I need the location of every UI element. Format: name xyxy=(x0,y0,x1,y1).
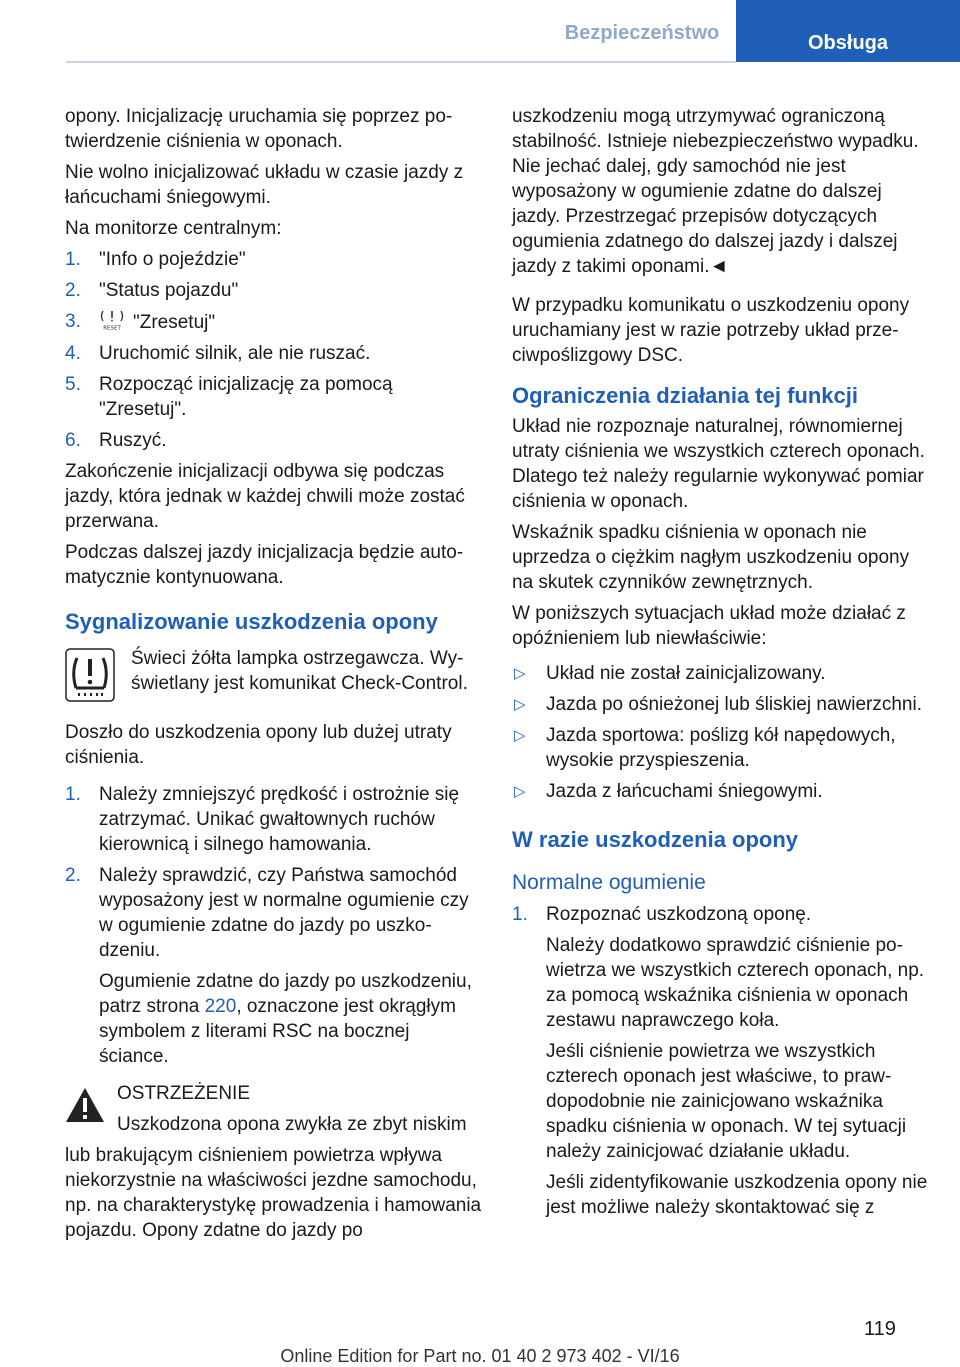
list-item xyxy=(65,782,483,857)
step-text: Należy zmniejszyć prędkość i ostrożnie się zatrzymać. Unikać gwałtownych ruchów kierownicą i silnego hamowania. xyxy=(99,784,460,855)
bullet-text: Jazda po ośnieżonej lub śliskiej nawierzchni. xyxy=(546,694,922,715)
step-text: "Status pojazdu" xyxy=(99,280,239,301)
tpms-reset-icon xyxy=(99,309,125,331)
damage-steps-list xyxy=(65,782,483,1069)
list-item xyxy=(512,779,932,804)
list-item xyxy=(65,278,483,303)
step-text: Ruszyć. xyxy=(99,430,167,451)
bullet-text: Układ nie został zainicjalizowany. xyxy=(546,663,826,684)
list-item xyxy=(512,902,932,1220)
edition-footer: Online Edition for Part no. 01 40 2 973 402 - VI/16 xyxy=(280,1346,680,1366)
paragraph: Na monitorze centralnym: xyxy=(65,218,282,239)
right-column xyxy=(512,104,932,1226)
tpms-warning-lamp-icon xyxy=(65,648,115,702)
step-number: 2. xyxy=(65,280,81,301)
step-number: 2. xyxy=(65,865,81,886)
step-number: 1. xyxy=(512,904,528,925)
step-note-text: , oznaczone jest okrągłym symbolem z literami RSC na bocznej ściance. xyxy=(99,996,456,1067)
step-text: "Zresetuj" xyxy=(133,312,216,333)
step-note xyxy=(99,969,483,1069)
step-number: 1. xyxy=(65,784,81,805)
step-number: 3. xyxy=(65,311,81,332)
paragraph: Doszło do uszkodzenia opony lub dużej utraty ciśnienia. xyxy=(65,722,452,768)
chapter-tab[interactable]: Obsługa xyxy=(736,0,960,62)
header-rule xyxy=(66,61,736,63)
warning-triangle-icon xyxy=(65,1087,105,1123)
left-column xyxy=(65,104,483,1243)
warning-lamp-row xyxy=(65,646,483,716)
step-note: Jeśli ciśnienie powietrza we wszystkich czterech oponach jest właściwe, to prawdopodobnie nie zainicjowano wskaźnika spadku ciśnienia w oponach. W tej sytuacji należy zainicjować działanie układu. xyxy=(546,1041,907,1162)
svg-text:RESET: RESET xyxy=(103,325,121,331)
warning-lead: Uszkodzona opona zwykła ze zbyt niskim xyxy=(117,1114,467,1135)
step-number: 6. xyxy=(65,430,81,451)
paragraph: Nie wolno inicjalizować układu w czasie jazdy z łańcuchami śniegowymi. xyxy=(65,162,464,208)
page-header xyxy=(0,0,960,62)
limitation-list xyxy=(512,661,932,804)
list-item xyxy=(65,247,483,272)
init-steps-list xyxy=(65,247,483,453)
normal-tire-steps xyxy=(512,902,932,1220)
list-item xyxy=(512,723,932,773)
bullet-triangle-icon: ▷ xyxy=(514,783,526,800)
bullet-text: Jazda z łańcuchami śniegowymi. xyxy=(546,781,823,802)
step-number: 5. xyxy=(65,374,81,395)
warning-box xyxy=(65,1081,483,1243)
warning-body: lub brakującym ciśnieniem powietrza wpływa niekorzystnie na właściwości jezdne samochodu, np. na charakterystykę prowadzenia i hamowania pojazdu. Opony zdatne do jazdy po xyxy=(65,1145,482,1241)
list-item xyxy=(65,372,483,422)
paragraph: W przypadku komunikatu o uszkodzeniu opony uruchamiany jest w razie potrzeby układ przeciwpoślizgowy DSC. xyxy=(512,295,910,366)
step-text: Rozpoznać uszkodzoną oponę. xyxy=(546,904,812,925)
step-text: Uruchomić silnik, ale nie ruszać. xyxy=(99,343,371,364)
page-link[interactable]: 220 xyxy=(204,996,237,1017)
paragraph: uszkodzeniu mogą utrzymywać ograniczoną stabilność. Istnieje niebezpieczeństwo wypadku. Nie jechać dalej, gdy samochód nie jest wyposażony w ogumienie zdatne do dalszej jazdy. Przestrzegać przepisów dotyczących ogumienia zdatnego do dalszej jazdy i dalszej jazdy z takimi oponami.◄ xyxy=(512,106,919,277)
bullet-text: Jazda sportowa: poślizg kół napędowych, wysokie przyspieszenia. xyxy=(546,725,896,771)
paragraph: W poniższych sytuacjach układ może działać z opóźnieniem lub niewłaściwie: xyxy=(512,603,906,649)
section-tab[interactable]: Bezpieczeństwo xyxy=(564,22,720,44)
page-number: 119 xyxy=(864,1318,896,1340)
step-text: Rozpocząć inicjalizację za pomocą "Zresetuj". xyxy=(99,374,393,420)
list-item xyxy=(512,661,932,686)
list-item xyxy=(65,428,483,453)
section-heading: W razie uszkodzenia opony xyxy=(512,827,799,852)
step-text: "Info o pojeździe" xyxy=(99,249,246,270)
list-item xyxy=(65,309,483,335)
paragraph: Wskaźnik spadku ciśnienia w oponach nie uprzedza o ciężkim nagłym uszkodzeniu opony na skutek czynników zewnętrznych. xyxy=(512,522,910,593)
warning-title: OSTRZEŻENIE xyxy=(117,1083,251,1104)
paragraph: Układ nie rozpoznaje naturalnej, równomiernej utraty ciśnienia we wszystkich czterech oponach. Dlatego też należy regularnie wykonywać pomiar ciśnienia w oponach. xyxy=(512,416,925,512)
lamp-description: Świeci żółta lampka ostrzegawcza. Wyświetlany jest komunikat Check-Control. xyxy=(131,648,468,694)
subsection-heading: Normalne ogumienie xyxy=(512,871,706,894)
section-heading: Sygnalizowanie uszkodzenia opony xyxy=(65,609,438,634)
paragraph: opony. Inicjalizację uruchamia się poprzez potwierdzenie ciśnienia w oponach. xyxy=(65,106,453,152)
paragraph: Zakończenie inicjalizacji odbywa się podczas jazdy, która jednak w każdej chwili może zostać przerwana. xyxy=(65,461,465,532)
step-note: Należy dodatkowo sprawdzić ciśnienie powietrza we wszystkich czterech oponach, np. za pomocą wskaźnika ciśnienia w oponach zestawu naprawczego koła. xyxy=(546,935,925,1031)
bullet-triangle-icon: ▷ xyxy=(514,665,526,682)
list-item xyxy=(512,692,932,717)
step-note: Jeśli zidentyfikowanie uszkodzenia opony nie jest możliwe należy skontaktować się z xyxy=(546,1172,928,1218)
step-number: 4. xyxy=(65,343,81,364)
bullet-triangle-icon: ▷ xyxy=(514,727,526,744)
bullet-triangle-icon: ▷ xyxy=(514,696,526,713)
paragraph: Podczas dalszej jazdy inicjalizacja będzie automatycznie kontynuowana. xyxy=(65,542,464,588)
list-item xyxy=(65,863,483,1069)
step-number: 1. xyxy=(65,249,81,270)
list-item xyxy=(65,341,483,366)
step-note-text: Ogumienie zdatne do jazdy po uszkodzeniu, patrz strona xyxy=(99,971,472,1017)
step-text: Należy sprawdzić, czy Państwa samochód wyposażony jest w normalne ogumienie czy w ogumienie zdatne do jazdy po uszkodzeniu. xyxy=(99,865,469,961)
section-heading: Ograniczenia działania tej funkcji xyxy=(512,383,858,408)
